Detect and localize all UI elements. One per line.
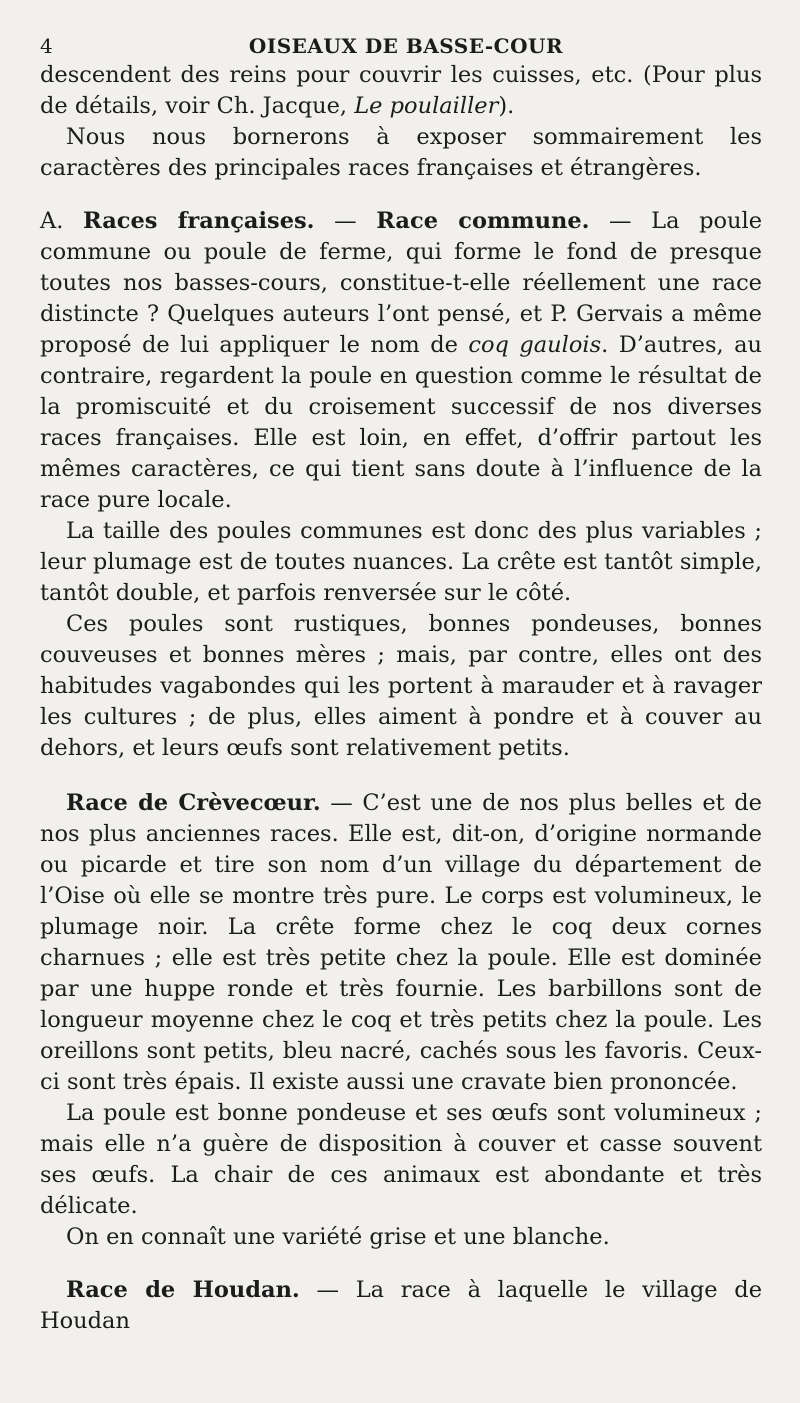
paragraph-continuation xyxy=(40,60,762,122)
paragraph-intro xyxy=(40,122,762,184)
section-heading: Races françaises. xyxy=(83,208,315,234)
paragraph-pondeuse xyxy=(40,1098,762,1222)
paragraph-text: . D’autres, au contraire, regardent la poule en question comme le résultat de la promiscuité et du croisement successif de nos diverses races françaises. Elle est loin, en effet, d’offrir partout les mêmes caractères, ce qui tient sans doute à l’influence de la race pure locale. xyxy=(40,332,762,513)
paragraph-race-commune xyxy=(40,206,762,516)
running-header xyxy=(40,30,762,60)
race-heading: Race commune. xyxy=(376,208,590,234)
paragraph-text: On en connaît une variété grise et une blanche. xyxy=(66,1224,610,1250)
paragraph-text: descendent des reins pour couvrir les cuisses, etc. (Pour plus de détails, voir Ch. Jacque, xyxy=(40,62,762,119)
paragraph-text: Nous nous bornerons à exposer sommairement les caractères des principales races françaises et étrangères. xyxy=(40,124,762,181)
paragraph-text: — La poule commune ou poule de ferme, qui forme le fond de presque toutes nos basses-cours, constitue-t-elle réellement une race distincte ? Quelques auteurs l’ont pensé, et P. Gervais a même proposé de lui appliquer le nom de xyxy=(40,208,763,358)
paragraph-houdan xyxy=(40,1275,762,1337)
paragraph-text: La poule est bonne pondeuse et ses œufs sont volumineux ; mais elle n’a guère de disposition à couver et casse souvent ses œufs. La chair de ces animaux est abondante et très délicate. xyxy=(40,1100,762,1219)
paragraph-variete xyxy=(40,1222,762,1253)
latin-name: coq gaulois xyxy=(468,332,602,358)
book-title: Le poulailler xyxy=(354,93,499,119)
paragraph-text: — C’est une de nos plus belles et de nos plus anciennes races. Elle est, dit-on, d’origine normande ou picarde et tire son nom d’un village du département de l’Oise où elle se montre très pure. Le corps est volumineux, le plumage noir. La crête forme chez le coq deux cornes charnues ; elle est très petite chez la poule. Elle est dominée par une huppe ronde et très fournie. Les barbillons sont de longueur moyenne chez le coq et très petits chez la poule. Les oreillons sont petits, bleu nacré, cachés sous les favoris. Ceux-ci sont très épais. Il existe aussi une cravate bien prononcée. xyxy=(40,790,762,1095)
race-heading: Race de Crèvecœur. xyxy=(66,790,321,816)
dash: — xyxy=(314,208,377,234)
section-letter: A. xyxy=(40,208,64,234)
paragraph-qualites xyxy=(40,609,762,764)
page-number: 4 xyxy=(40,34,54,58)
paragraph-text: ). xyxy=(498,93,515,119)
running-title: OISEAUX DE BASSE-COUR xyxy=(248,34,564,58)
paragraph-taille xyxy=(40,516,762,609)
paragraph-text: La taille des poules communes est donc des plus variables ; leur plumage est de toutes nuances. La crête est tantôt simple, tantôt double, et parfois renversée sur le côté. xyxy=(40,518,762,606)
paragraph-crevecoeur xyxy=(40,788,762,1098)
paragraph-text: Ces poules sont rustiques, bonnes pondeuses, bonnes couveuses et bonnes mères ; mais, par contre, elles ont des habitudes vagabondes qui les portent à marauder et à ravager les cultures ; de plus, elles aiment à pondre et à couver au dehors, et leurs œufs sont relativement petits. xyxy=(40,611,762,761)
paragraph-text: — La race à laquelle le village de Houdan xyxy=(40,1277,763,1334)
race-heading: Race de Houdan. xyxy=(66,1277,300,1303)
